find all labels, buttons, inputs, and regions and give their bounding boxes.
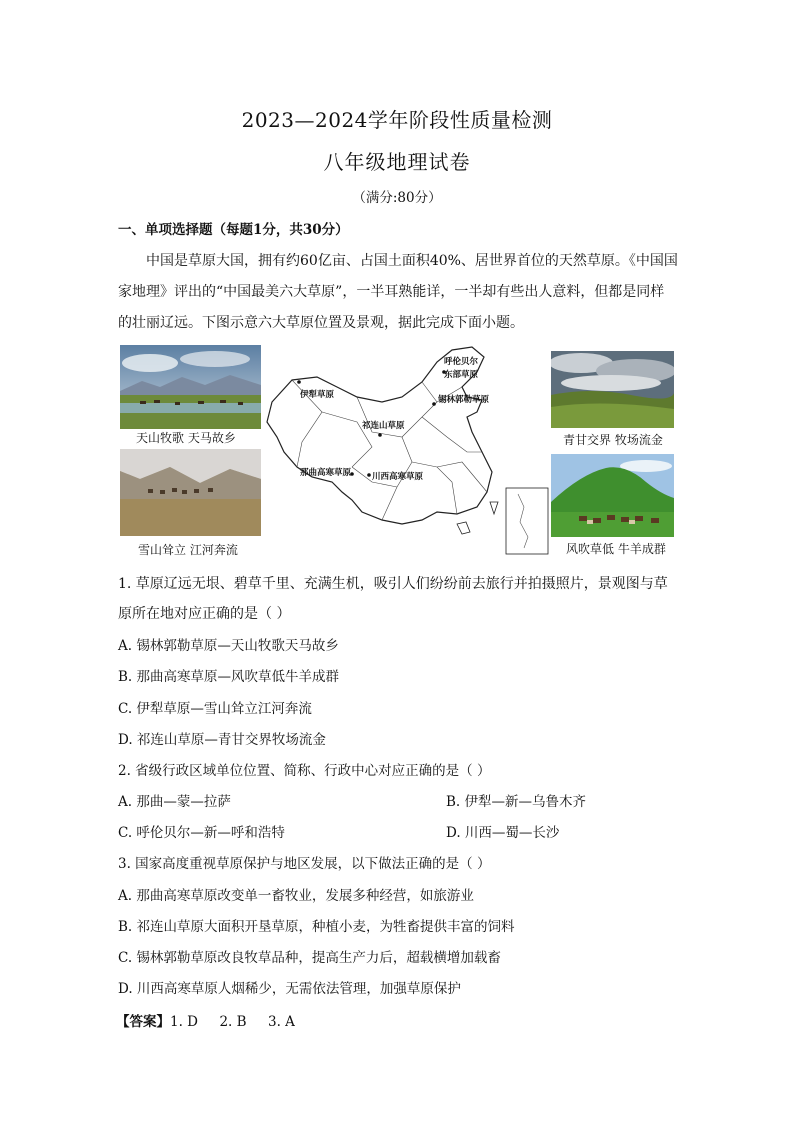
q2-option-a: A. 那曲—蒙—拉萨 bbox=[118, 794, 231, 810]
photo-qilian bbox=[551, 351, 674, 428]
map-label-xilingol: 锡林郭勒草原 bbox=[438, 395, 490, 405]
intro-line-1: 中国是草原大国，拥有约60亿亩、占国土面积40%、居世界首位的天然草原。《中国国 bbox=[146, 253, 678, 269]
caption-top-left: 天山牧歌 天马故乡 bbox=[136, 431, 236, 445]
q1-option-a: A. 锡林郭勒草原—天山牧歌天马故乡 bbox=[118, 638, 339, 654]
photo-snow-mountain bbox=[120, 449, 261, 536]
q2-option-d: D. 川西—蜀—长沙 bbox=[446, 825, 560, 841]
answer-label: 【答案】 bbox=[116, 1014, 170, 1030]
intro-line-2: 家地理》评出的“中国最美六大草原”，一半耳熟能详，一半却有些出人意料，但都是同样 bbox=[118, 284, 665, 300]
caption-top-right: 青甘交界 牧场流金 bbox=[563, 433, 663, 447]
section-heading: 一、单项选择题（每题1分，共30分） bbox=[118, 222, 349, 238]
map-label-hulunbuir-2: 东部草原 bbox=[444, 370, 479, 380]
exam-subtitle: 八年级地理试卷 bbox=[323, 150, 471, 174]
score-note: （满分:80分） bbox=[352, 190, 442, 206]
intro-line-3: 的壮丽辽远。下图示意六大草原位置及景观，据此完成下面小题。 bbox=[118, 315, 524, 331]
q1-stem-line-1: 1. 草原辽远无垠、碧草千里、充满生机，吸引人们纷纷前去旅行并拍摄照片，景观图与草 bbox=[118, 576, 668, 592]
caption-bottom-right: 风吹草低 牛羊成群 bbox=[566, 542, 666, 556]
answer-line bbox=[116, 1010, 295, 1030]
q1-option-d: D. 祁连山草原—青甘交界牧场流金 bbox=[118, 732, 326, 748]
q3-option-c: C. 锡林郭勒草原改良牧草品种，提高生产力后，超载横增加载畜 bbox=[118, 950, 501, 966]
map-label-hulunbuir-1: 呼伦贝尔 bbox=[444, 357, 479, 367]
china-grassland-map bbox=[262, 342, 552, 560]
q3-option-b: B. 祁连山草原大面积开垦草原，种植小麦，为牲畜提供丰富的饲料 bbox=[118, 919, 515, 935]
map-label-naqu: 那曲高寒草原 bbox=[300, 468, 352, 478]
q3-option-a: A. 那曲高寒草原改变单一畜牧业，发展多种经营，如旅游业 bbox=[118, 888, 474, 904]
q1-stem-line-2: 原所在地对应正确的是（ ） bbox=[118, 606, 291, 622]
q1-option-c: C. 伊犁草原—雪山耸立江河奔流 bbox=[118, 701, 312, 717]
q3-option-d: D. 川西高寒草原人烟稀少，无需依法管理，加强草原保护 bbox=[118, 981, 461, 997]
q2-stem: 2. 省级行政区域单位位置、简称、行政中心对应正确的是（ ） bbox=[118, 763, 491, 779]
map-label-qilian: 祁连山草原 bbox=[362, 421, 405, 431]
exam-title: 2023—2024学年阶段性质量检测 bbox=[241, 108, 553, 132]
map-label-yili: 伊犁草原 bbox=[300, 390, 335, 400]
photo-xilingol bbox=[551, 454, 674, 537]
q1-option-b: B. 那曲高寒草原—风吹草低牛羊成群 bbox=[118, 669, 340, 685]
caption-bottom-left: 雪山耸立 江河奔流 bbox=[138, 543, 238, 557]
q2-option-c: C. 呼伦贝尔—新—呼和浩特 bbox=[118, 825, 285, 841]
answer-text: 1. D 2. B 3. A bbox=[170, 1014, 295, 1030]
q2-option-b: B. 伊犁—新—乌鲁木齐 bbox=[446, 794, 587, 810]
q3-stem: 3. 国家高度重视草原保护与地区发展，以下做法正确的是（ ） bbox=[118, 856, 491, 872]
photo-tianshan bbox=[120, 345, 261, 429]
map-label-chuanxi: 川西高寒草原 bbox=[372, 472, 424, 482]
